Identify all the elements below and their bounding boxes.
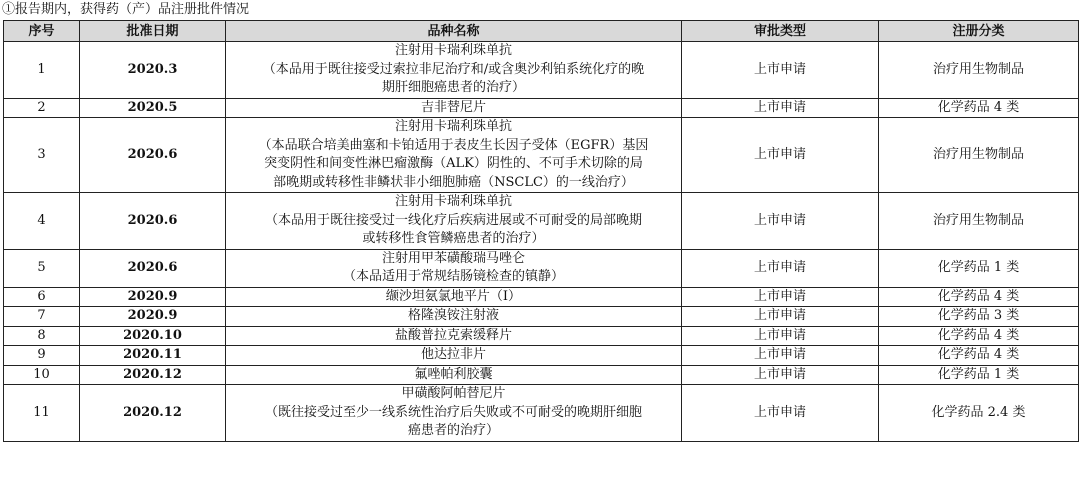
product-indication-line: （本品适用于常规结肠镜检查的镇静）	[342, 269, 564, 284]
table-row	[4, 307, 1079, 327]
product-name-line: 注射用卡瑞利珠单抗	[394, 194, 512, 209]
cell-serial-number: 9	[4, 346, 80, 366]
cell-approval-date: 2020.9	[80, 287, 226, 307]
cell-registration-class: 治疗用生物制品	[879, 193, 1079, 250]
cell-product-name	[226, 118, 682, 193]
cell-product-name	[226, 287, 682, 307]
cell-approval-date: 2020.12	[80, 365, 226, 385]
table-row	[4, 249, 1079, 287]
table-row	[4, 326, 1079, 346]
product-name-line: 格隆溴铵注射液	[407, 308, 499, 323]
product-name-line: 注射用甲苯磺酸瑞马唑仑	[381, 250, 525, 266]
table-header-row	[4, 21, 1079, 42]
header-approval-date: 批准日期	[80, 21, 226, 42]
cell-serial-number: 2	[4, 98, 80, 118]
cell-product-name	[226, 346, 682, 366]
header-approval-type: 审批类型	[682, 21, 879, 42]
header-product-name: 品种名称	[226, 21, 682, 42]
table-row	[4, 346, 1079, 366]
product-name-line: 注射用卡瑞利珠单抗	[394, 119, 512, 134]
product-indication-line: 期肝细胞癌患者的治疗）	[381, 80, 525, 95]
table-row	[4, 365, 1079, 385]
table-row	[4, 193, 1079, 250]
product-name-line: 氟唑帕利胶囊	[414, 366, 493, 382]
cell-product-name	[226, 249, 682, 287]
cell-product-name	[226, 326, 682, 346]
product-name-line: 甲磺酸阿帕替尼片	[401, 386, 506, 401]
cell-registration-class: 治疗用生物制品	[879, 42, 1079, 99]
cell-serial-number: 4	[4, 193, 80, 250]
cell-registration-class: 化学药品 4 类	[879, 346, 1079, 366]
product-indication-line: 癌患者的治疗）	[407, 423, 499, 438]
table-row	[4, 42, 1079, 99]
cell-registration-class: 化学药品 3 类	[879, 307, 1079, 327]
cell-approval-type: 上市申请	[682, 193, 879, 250]
cell-product-name	[226, 365, 682, 385]
cell-approval-date: 2020.12	[80, 385, 226, 442]
cell-approval-date: 2020.3	[80, 42, 226, 99]
cell-serial-number: 3	[4, 118, 80, 193]
cell-product-name	[226, 98, 682, 118]
product-name-line: 注射用卡瑞利珠单抗	[394, 43, 512, 58]
product-name-line: 他达拉非片	[420, 347, 486, 362]
cell-serial-number: 1	[4, 42, 80, 99]
table-body	[4, 42, 1079, 442]
cell-serial-number: 6	[4, 287, 80, 307]
registration-approvals-table	[3, 20, 1079, 442]
product-indication-line: 部晚期或转移性非鳞状非小细胞肺癌（NSCLC）的一线治疗）	[273, 174, 634, 190]
cell-approval-type: 上市申请	[682, 249, 879, 287]
cell-approval-type: 上市申请	[682, 346, 879, 366]
cell-serial-number: 7	[4, 307, 80, 327]
cell-serial-number: 8	[4, 326, 80, 346]
cell-product-name	[226, 42, 682, 99]
cell-serial-number: 5	[4, 249, 80, 287]
cell-approval-date: 2020.10	[80, 326, 226, 346]
product-indication-line: （本品用于既往接受过索拉非尼治疗和/或含奥沙利铂系统化疗的晚	[262, 61, 645, 77]
product-indication-line: （本品联合培美曲塞和卡铂适用于表皮生长因子受体（EGFR）基因	[258, 137, 649, 153]
cell-approval-type: 上市申请	[682, 307, 879, 327]
product-name-line: 缬沙坦氨氯地平片（I）	[385, 288, 522, 304]
cell-serial-number: 11	[4, 385, 80, 442]
header-serial-number: 序号	[4, 21, 80, 42]
cell-approval-date: 2020.11	[80, 346, 226, 366]
table-row	[4, 98, 1079, 118]
cell-registration-class: 化学药品 2.4 类	[879, 385, 1079, 442]
cell-approval-type: 上市申请	[682, 326, 879, 346]
table-row	[4, 385, 1079, 442]
product-indication-line: （既往接受过至少一线系统性治疗后失败或不可耐受的晚期肝细胞	[264, 404, 642, 420]
table-row	[4, 287, 1079, 307]
cell-registration-class: 化学药品 4 类	[879, 98, 1079, 118]
cell-product-name	[226, 193, 682, 250]
product-indication-line: 或转移性食管鳞癌患者的治疗）	[362, 231, 545, 246]
table-row	[4, 118, 1079, 193]
cell-registration-class: 化学药品 4 类	[879, 326, 1079, 346]
product-name-line: 盐酸普拉克索缓释片	[394, 327, 512, 343]
cell-serial-number: 10	[4, 365, 80, 385]
cell-registration-class: 化学药品 1 类	[879, 249, 1079, 287]
cell-approval-date: 2020.6	[80, 193, 226, 250]
cell-approval-type: 上市申请	[682, 385, 879, 442]
product-indication-line: （本品用于既往接受过一线化疗后疾病进展或不可耐受的局部晚期	[264, 212, 642, 228]
header-registration-class: 注册分类	[879, 21, 1079, 42]
product-name-line: 吉非替尼片	[420, 99, 486, 115]
cell-approval-type: 上市申请	[682, 118, 879, 193]
cell-approval-type: 上市申请	[682, 287, 879, 307]
cell-approval-date: 2020.5	[80, 98, 226, 118]
cell-approval-type: 上市申请	[682, 365, 879, 385]
cell-approval-date: 2020.6	[80, 118, 226, 193]
cell-approval-type: 上市申请	[682, 42, 879, 99]
cell-registration-class: 化学药品 1 类	[879, 365, 1079, 385]
cell-approval-date: 2020.9	[80, 307, 226, 327]
table-caption: ①报告期内，获得药（产）品注册批件情况	[2, 2, 250, 17]
cell-product-name	[226, 385, 682, 442]
cell-registration-class: 化学药品 4 类	[879, 287, 1079, 307]
cell-product-name	[226, 307, 682, 327]
cell-registration-class: 治疗用生物制品	[879, 118, 1079, 193]
cell-approval-type: 上市申请	[682, 98, 879, 118]
product-indication-line: 突变阴性和间变性淋巴瘤激酶（ALK）阴性的、不可手术切除的局	[264, 156, 643, 171]
cell-approval-date: 2020.6	[80, 249, 226, 287]
